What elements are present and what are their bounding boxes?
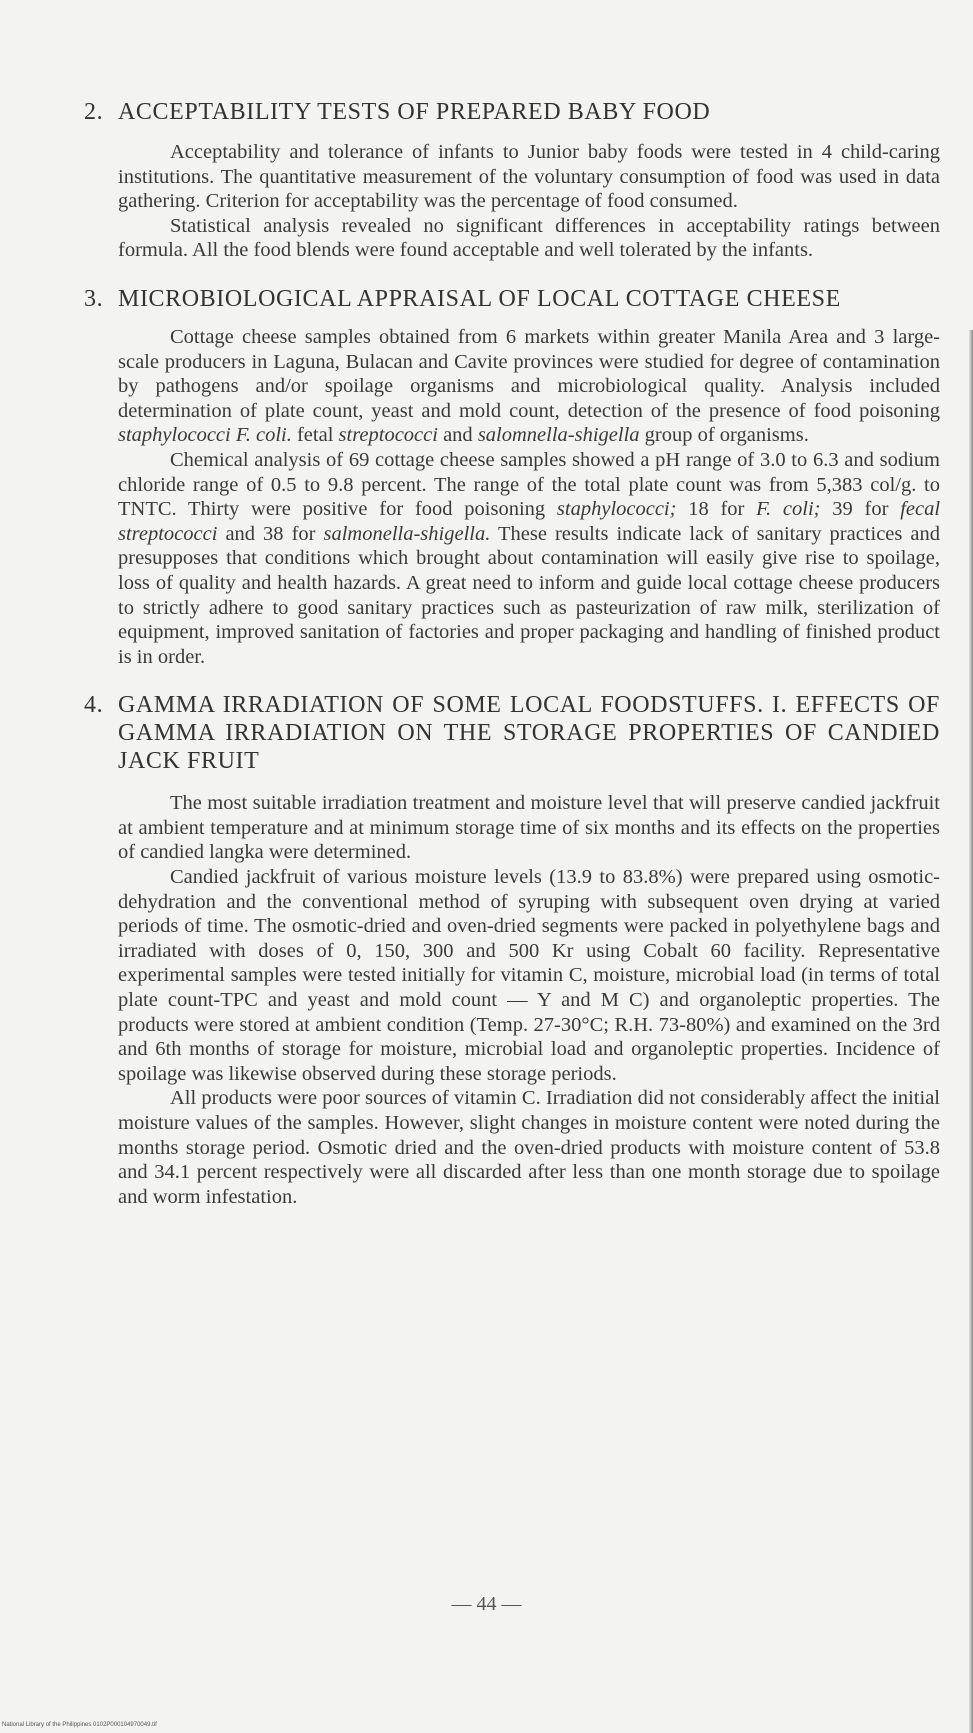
italic-term: staphylococci;: [556, 498, 677, 521]
italic-term: fecal streptococci: [118, 498, 941, 545]
section-heading: [84, 691, 940, 775]
text-run: Chemical analysis of 69 cottage cheese samples showed a pH range of 3.0 to 6.3 and sodium chloride range of 0.5 to 9.8 percent. The range of the total plate count was from 5,383 col/g. to TNTC. Thirty were positive for food poisoning: [118, 448, 940, 521]
text-run: and: [437, 424, 478, 447]
italic-term: F. coli;: [756, 498, 821, 521]
section-title: GAMMA IRRADIATION OF SOME LOCAL FOODSTUFFS. I. EFFECTS OF GAMMA IRRADIATION ON THE STORAGE PROPERTIES OF CANDIED JACK FRUIT: [118, 692, 940, 775]
page-number: — 44 —: [451, 1593, 522, 1615]
text-run: group of organisms.: [639, 424, 809, 447]
paragraph: [118, 448, 940, 669]
section-number: 4.: [84, 692, 104, 719]
text-run: 39 for: [820, 498, 901, 521]
section-heading: [84, 98, 940, 126]
section-title: MICROBIOLOGICAL APPRAISAL OF LOCAL COTTAGE CHEESE: [118, 285, 841, 312]
paragraph: The most suitable irradiation treatment and moisture level that will preserve candied jackfruit at ambient temperature and at minimum storage time of six months and its effects on the properties of candied langka were determined.: [118, 792, 940, 864]
section-number: 2.: [84, 99, 104, 125]
italic-term: staphylococci F. coli.: [118, 424, 292, 447]
section-cottage-cheese: [84, 285, 940, 669]
scan-footer: National Library of the Philippines 0102P000104970049.tif: [2, 1722, 157, 1728]
text-run: and 38 for: [217, 522, 324, 545]
italic-term: streptococci: [338, 424, 438, 447]
section-heading: [84, 285, 940, 313]
text-run: These results indicate lack of sanitary practices and presupposes that conditions which brought about contamination will easily give rise to spoilage, loss of quality and health hazards. A great need to inform and guide local cottage cheese producers to strictly adhere to good sanitary practices such as pasteurization of raw milk, sterilization of equipment, improved sanitation of factories and proper packaging and handling of finished product is in order.: [118, 522, 940, 668]
paragraph: All products were poor sources of vitamin C. Irradiation did not considerably affect the initial moisture values of the samples. However, slight changes in moisture content were noted during the months storage period. Osmotic dried and the oven-dried products with moisture content of 53.8 and 34.1 percent respectively were all discarded after less than one month storage due to spoilage and worm infestation.: [118, 1087, 940, 1208]
paragraph: Candied jackfruit of various moisture levels (13.9 to 83.8%) were prepared using osmotic-dehydration and the conventional method of syruping with subsequent oven drying at varied periods of time. The osmotic-dried and oven-dried segments were packed in polyethylene bags and irradiated with doses of 0, 150, 300 and 500 Kr using Cobalt 60 facility. Representative experimental samples were tested initially for vitamin C, moisture, microbial load (in terms of total plate count-TPC and yeast and mold count — Y and M C) and organoleptic properties. The products were stored at ambient condition (Temp. 27-30°C; R.H. 73-80%) and examined on the 3rd and 6th months of storage for moisture, microbial load and organoleptic properties. Incidence of spoilage was likewise observed during these storage periods.: [118, 866, 940, 1085]
text-run: fetal: [291, 424, 339, 447]
paragraph: Statistical analysis revealed no significant differences in acceptability ratings between formula. All the food blends were found acceptable and well tolerated by the infants.: [118, 214, 940, 262]
text-run: Cottage cheese samples obtained from 6 markets within greater Manila Area and 3 large-scale producers in Laguna, Bulacan and Cavite provinces were studied for degree of contamination by pathogens and/or spoilage organisms and microbiological quality. Analysis included determination of plate count, yeast and mold count, detection of the presence of food poisoning: [118, 325, 940, 422]
document-page: [84, 98, 940, 1231]
section-gamma-irradiation: [84, 691, 940, 1209]
italic-term: salomnella-shigella: [477, 424, 640, 447]
scan-edge-shadow: [969, 330, 973, 1733]
italic-term: salmonella-shigella.: [323, 522, 491, 545]
paragraph: [118, 325, 940, 448]
text-run: 18 for: [676, 498, 757, 521]
section-number: 3.: [84, 285, 104, 312]
section-acceptability-tests: [84, 98, 940, 263]
section-title: ACCEPTABILITY TESTS OF PREPARED BABY FOOD: [118, 99, 711, 125]
paragraph: Acceptability and tolerance of infants to Junior baby foods were tested in 4 child-caring institutions. The quantitative measurement of the voluntary consumption of food was used in data gathering. Criterion for acceptability was the percentage of food consumed.: [118, 141, 940, 213]
